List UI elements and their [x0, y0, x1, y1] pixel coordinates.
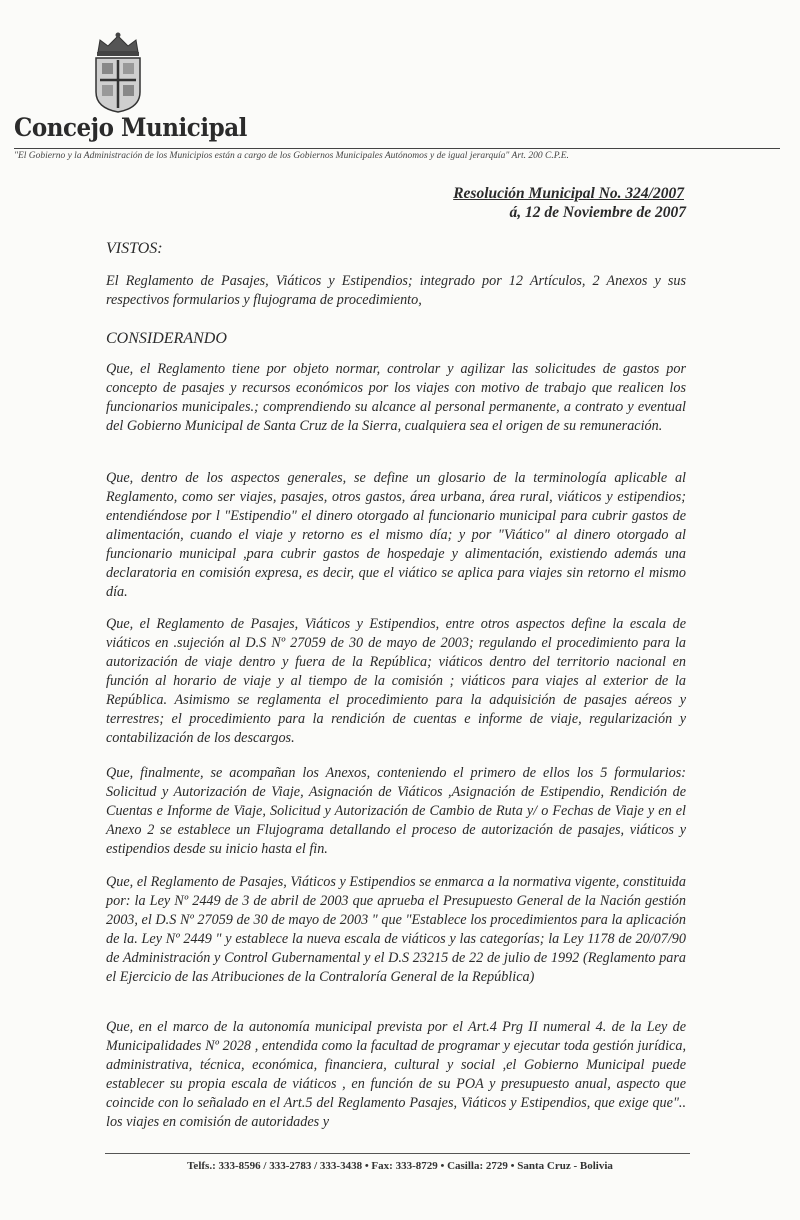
coat-of-arms-icon	[88, 32, 148, 114]
considerando-paragraph-4: Que, finalmente, se acompañan los Anexos, conteniendo el primero de ellos los 5 formularios: Solicitud y Autorización de Viaje, Asignación de Viáticos ,Asignación de Estipendio, Rendición de Cuentas e Informe de Viaje, Solicitud y Autorización de Cambio de Ruta y/ o Fechas de Viaje y en el Anexo 2 se establece un Flujograma detallando el proceso de autorización de pasajes, viáticos y estipendios desde su inicio hasta el fin.	[106, 765, 686, 857]
footer-divider	[105, 1153, 690, 1154]
resolution-number: Resolución Municipal No. 324/2007	[453, 185, 684, 202]
considerando-paragraph-1: Que, el Reglamento tiene por objeto normar, controlar y agilizar las solicitudes de gastos por concepto de pasajes y recursos económicos por los viajes con motivo de trabajo que realicen los funcionarios municipales.; comprendiendo su alcance al personal permanente, a contrato y eventual del Gobierno Municipal de Santa Cruz de la Sierra, cualquiera sea el origen de su remuneración.	[106, 361, 686, 434]
considerando-paragraph-3: Que, el Reglamento de Pasajes, Viáticos y Estipendios, entre otros aspectos define la escala de viáticos en .sujeción al D.S Nº 27059 de 30 de mayo de 2003; regulando el procedimiento para la autorización de viaje dentro y fuera de la República; viáticos dentro del territorio nacional en función al horario de viaje y al tiempo de la comisión ; viáticos para viajes al exterior de la República. Asimismo se reglamenta el procedimiento para la adquisición de pasajes aéreos y terrestres; el procedimiento para la rendición de cuentas e informe de viaje, regularización y contabilización de los descargos.	[106, 616, 686, 746]
considerando-paragraph-5: Que, el Reglamento de Pasajes, Viáticos y Estipendios se enmarca a la normativa vigente, constituida por: la Ley Nº 2449 de 3 de abril de 2003 que aprueba el Presupuesto General de la Nación gestión 2003, el D.S Nº 27059 de 30 de mayo de 2003 " que "Establece los procedimientos para la aplicación de la. Ley Nº 2449 " y establece la nueva escala de viáticos y las categorías; la Ley 1178 de 20/07/90 de Administración y Control Gubernamental y el D.S 23215 de 22 de julio de 1992 (Reglamento para el Ejercicio de las Atribuciones de la Contraloría General de la República)	[106, 874, 686, 985]
vistos-text: El Reglamento de Pasajes, Viáticos y Estipendios; integrado por 12 Artículos, 2 Anexos y sus respectivos formularios y flujograma de procedimiento,	[106, 273, 686, 308]
resolution-date: á, 12 de Noviembre de 2007	[509, 204, 686, 221]
considerando-paragraph-6: Que, en el marco de la autonomía municipal prevista por el Art.4 Prg II numeral 4. de la Ley de Municipalidades Nº 2028 , entendida como la facultad de programar y ejecutar toda gestión jurídica, administrativa, técnica, económica, financiera, cultural y social ,el Gobierno Municipal puede establecer su propia escala de viáticos , en función de su POA y presupuesto anual, aspecto que coincide con lo señalado en el Art.5 del Reglamento Pasajes, Viáticos y Estipendios, que exige que".. los viajes en comisión de autoridades y	[106, 1019, 686, 1130]
considerando-heading: CONSIDERANDO	[106, 330, 227, 347]
considerando-paragraph-2: Que, dentro de los aspectos generales, se define un glosario de la terminología aplicable al Reglamento, como ser viajes, pasajes, otros gastos, área urbana, área rural, viáticos y estipendios; entendiéndose por l "Estipendio" el dinero otorgado al funcionario municipal para cubrir gastos de alimentación, cuando el viaje y retorno es el mismo día; y por "Viático" al dinero otorgado al funcionario municipal ,para cubrir gastos de hospedaje y alimentación, existiendo además una declaratoria en comisión expresa, es decir, que el viático se aplica para viajes sin retorno el mismo día.	[106, 470, 686, 600]
footer-contact: Telfs.: 333-8596 / 333-2783 / 333-3438 • Fax: 333-8729 • Casilla: 2729 • Santa Cruz - Bolivia	[187, 1160, 613, 1172]
vistos-heading: VISTOS:	[106, 240, 163, 257]
motto: "El Gobierno y la Administración de los Municipios están a cargo de los Gobiernos Municipales Autónomos y de igual jerarquía" Art. 200 C.P.E.	[14, 151, 569, 161]
header-divider	[14, 148, 780, 149]
org-name: Concejo Municipal	[14, 113, 247, 142]
